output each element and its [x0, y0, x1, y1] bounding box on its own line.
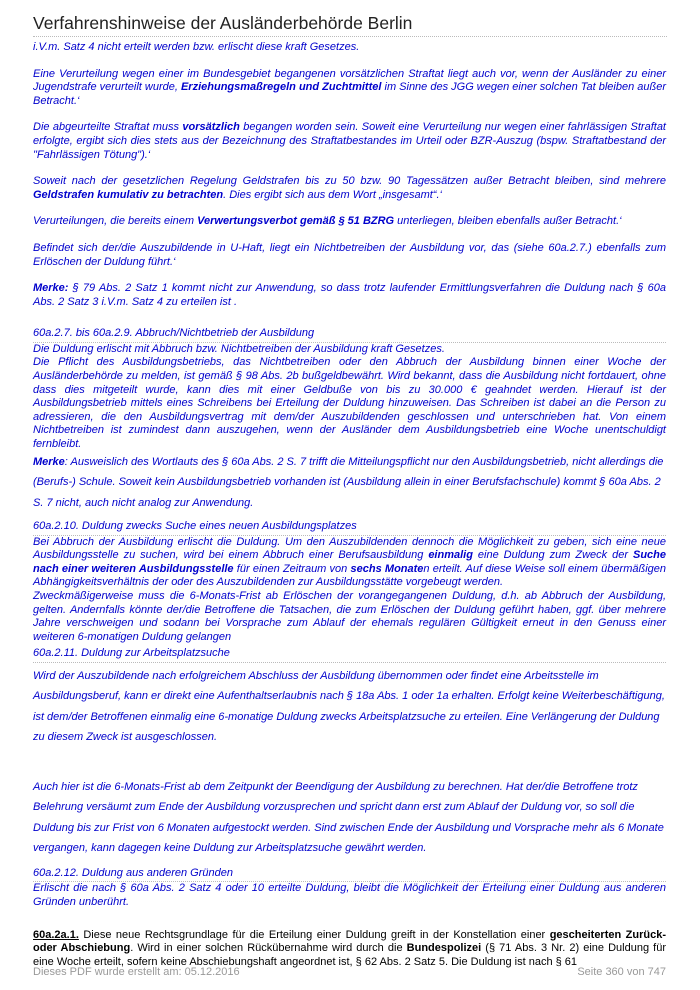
paragraph: Befindet sich der/die Auszubildende in U-Haft, liegt ein Nichtbetreiben der Ausbildung vor, das (siehe 60a.2.7.) ebenfalls zum Erlöschen der Duldung führt.‘ — [33, 241, 666, 268]
note-paragraph: Merke: § 79 Abs. 2 Satz 1 kommt nicht zur Anwendung, so dass trotz laufender Ermittlungsverfahren die Duldung nach § 60a Abs. 2 Satz 3 i.V.m. Satz 4 zu erteilen ist . — [33, 282, 666, 308]
footer-created-date: Dieses PDF wurde erstellt am: 05.12.2016 — [33, 966, 240, 978]
section-heading: 60a.2.7. bis 60a.2.9. Abbruch/Nichtbetrieb der Ausbildung — [33, 327, 666, 343]
section-heading: 60a.2.11. Duldung zur Arbeitsplatzsuche — [33, 647, 666, 663]
section-heading: 60a.2.12. Duldung aus anderen Gründen — [33, 867, 666, 883]
title-divider — [33, 36, 667, 37]
paragraph: Die Duldung erlischt mit Abbruch bzw. Nichtbetreiben der Ausbildung kraft Gesetzes. — [33, 342, 445, 355]
paragraph: Erlischt die nach § 60a Abs. 2 Satz 4 oder 10 erteilte Duldung, bleibt die Möglichkeit der Erteilung einer Duldung aus anderen Gründen unberührt. — [33, 882, 666, 908]
paragraph: 60a.2a.1. Diese neue Rechtsgrundlage für die Erteilung einer Duldung greift in der Konstellation einer gescheiterten Zurück- oder Abschiebung. Wird in einer solchen Rückübernahme wird durch die Bundespolizei (§ 71 Abs. 3 Nr. 2) eine Duldung für eine Woche erteilt, sofern keine Abschiebungshaft angeordnet ist, § 62 Abs. 2 Satz 5. Die Duldung ist nach § 61 — [33, 928, 667, 968]
paragraph: i.V.m. Satz 4 nicht erteilt werden bzw. erlischt diese kraft Gesetzes. — [33, 41, 360, 53]
note-paragraph: Merke: Ausweislich des Wortlauts des § 60a Abs. 2 S. 7 trifft die Mitteilungspflicht nur den Ausbildungsbetrieb, nicht allerdings die (Berufs-) Schule. Soweit kein Ausbildungsbetrieb vorhanden ist (Ausbildung allein in einer Berufsfachschule) kommt § 60a Abs. 2 S. 7 nicht, auch nicht analog zur Anwendung. — [33, 455, 664, 509]
paragraph: Bei Abbruch der Ausbildung erlischt die Duldung. Um den Auszubildenden dennoch die Möglichkeit zu geben, sich eine neue Ausbildungsstelle zu suchen, wird bei einem Abbruch einer Berufsausbildung einmalig eine Duldung zum Zweck der Suche nach einer weiteren Ausbildungsstelle für einen Zeitraum von sechs Monaten erteilt. Auf diese Weise soll einem übermäßigen Abhängigkeitsverhältnis der oder des Auszubildenden zur Ausbildungsstätte vorgebeugt werden. — [33, 535, 666, 589]
paragraph: Die abgeurteilte Straftat muss vorsätzlich begangen worden sein. Soweit eine Verurteilung nur wegen einer fahrlässigen Straftat erfolgte, ergibt sich dies stets aus der Bezeichnung des Straftatbestandes im Urteil oder BZR-Auszug (bspw. Straftatbestand der "Fahrlässigen Tötung").‘ — [33, 121, 666, 161]
paragraph: Eine Verurteilung wegen einer im Bundesgebiet begangenen vorsätzlichen Straftat liegt auch vor, wenn der Ausländer zu einer Jugendstrafe verurteilt wurde, Erziehungsmaßregeln und Zuchtmittel im Sinne des JGG wegen einer solchen Tat bleiben außer Betracht.‘ — [33, 67, 666, 107]
paragraph: Verurteilungen, die bereits einem Verwertungsverbot gemäß § 51 BZRG unterliegen, bleiben ebenfalls außer Betracht.‘ — [33, 215, 622, 228]
page-title: Verfahrenshinweise der Ausländerbehörde Berlin — [33, 13, 413, 33]
section-heading: 60a.2.10. Duldung zwecks Suche eines neuen Ausbildungsplatzes — [33, 520, 666, 536]
paragraph: Auch hier ist die 6-Monats-Frist ab dem Zeitpunkt der Beendigung der Ausbildung zu berechnen. Hat der/die Betroffene trotz Belehrung versäumt zum Ende der Ausbildung vorzusprechen und spricht dann erst zum Ablauf der Duldung vor, so soll die Duldung bis zur Frist von 6 Monaten aufgestockt werden. Sind zwischen Ende der Ausbildung und Vorsprache mehr als 6 Monate vergangen, kann dagegen keine Duldung zur Arbeitsplatzsuche gewährt werden. — [33, 780, 664, 855]
paragraph: Soweit nach der gesetzlichen Regelung Geldstrafen bis zu 50 bzw. 90 Tagessätzen außer Betracht bleiben, sind mehrere Geldstrafen kumulativ zu betrachten. Dies ergibt sich aus dem Wort „insgesamt“.‘ — [33, 175, 666, 201]
paragraph: Die Pflicht des Ausbildungsbetriebs, das Nichtbetreiben oder den Abbruch der Ausbildung binnen einer Woche der Ausländerbehörde zu melden, ist gemäß § 98 Abs. 2b bußgeldbewährt. Wird bekannt, dass die Ausbildung nicht fortdauert, ohne dass dies mitgeteilt wurde, kann dies mit einer Geldbuße von bis zu 30.000 € geahndet werden. Hierauf ist der Ausbildungsbetrieb mittels eines Schreibens bei Erteilung der Duldung hinzuweisen. Das Schreiben ist dabei an die Person zu adressieren, die den Ausbildungsvertrag mit dem/der Auszubildenden geschlossen und unterschrieben hat. Von einem Nichtbetreiben ist zumindest dann auszugehen, wenn der Ausländer dem Ausbildungsbetrieb eine Woche unentschuldigt fernbleibt. — [33, 356, 666, 450]
document-body — [33, 41, 666, 969]
paragraph: Zweckmäßigerweise muss die 6-Monats-Frist ab Erlöschen der vorangegangenen Duldung, d.h. ab Abbruch der Ausbildung, gelten. Andernfalls könnte der/die Betroffene die Tatsachen, die zum Erlöschen der Duldung geführt haben, ggf. über mehrere Jahre verschweigen und sodann bei Vorsprache zum Ablauf der ehemals regulären Gültigkeit erneut in den Genuss einer weiteren 6-monatigen Duldung gelangen — [33, 589, 666, 643]
paragraph: Wird der Auszubildende nach erfolgreichem Abschluss der Ausbildung übernommen oder findet eine Arbeitsstelle im Ausbildungsberuf, kann er direkt eine Aufenthaltserlaubnis nach § 18a Abs. 1 oder 1a erhalten. Erfolgt keine Weiterbeschäftigung, ist dem/der Betroffenen einmalig eine 6-monatige Duldung zwecks Arbeitsplatzsuche zu erteilen. Eine Verlängerung der Duldung zu diesem Zweck ist ausgeschlossen. — [33, 669, 665, 744]
footer-page-number: Seite 360 von 747 — [577, 966, 666, 978]
